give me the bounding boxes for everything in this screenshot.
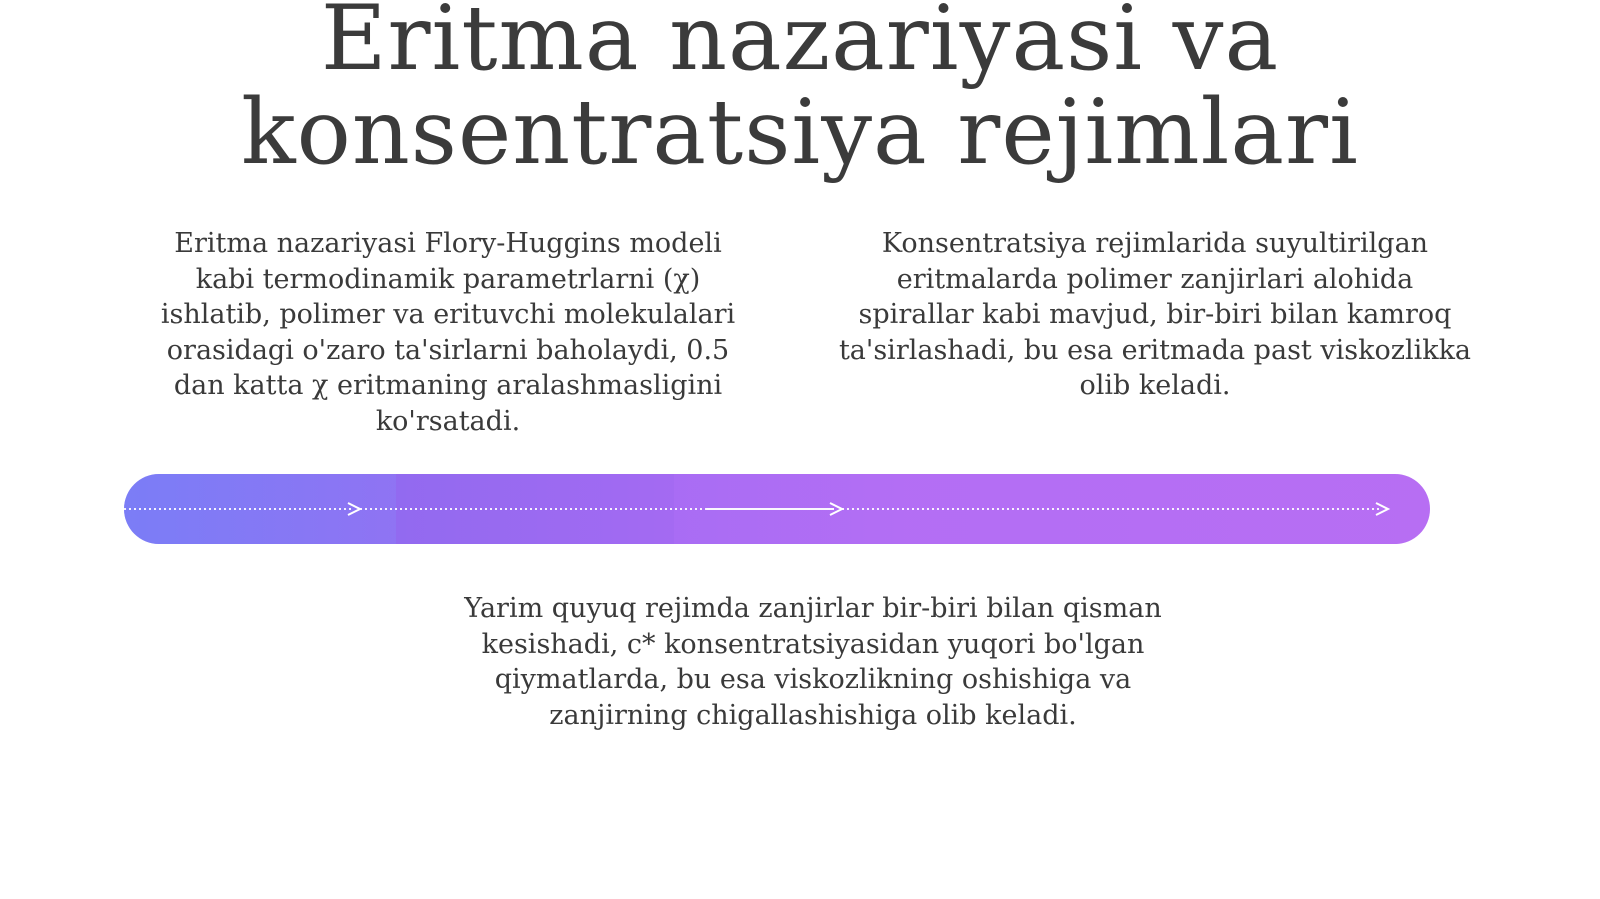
section-bottom-text: Yarim quyuq rejimda zanjirlar bir-biri bilan qisman kesishadi, c* konsentratsiyasidan yuqori bo'lgan qiymatlarda, bu esa viskozlikning oshishiga va zanjirning chigallashishiga olib keladi. [464, 593, 1162, 731]
section-left-text: Eritma nazariyasi Flory-Huggins modeli kabi termodinamik parametrlarni (χ) ishlatib, polimer va erituvchi molekulalari orasidagi o'zaro ta'sirlarni baholaydi, 0.5 dan katta χ eritmaning aralashmasligini ko'rsatadi. [160, 228, 736, 437]
page-title-line-2: konsentratsiya rejimlari [241, 80, 1359, 185]
timeline-arrows [124, 474, 1430, 544]
page-title-line-1: Eritma nazariyasi va [320, 0, 1280, 91]
timeline-bar [124, 474, 1430, 544]
page-title [0, 0, 1600, 185]
section-right-text: Konsentratsiya rejimlarida suyultirilgan eritmalarda polimer zanjirlari alohida spirallar kabi mavjud, bir-biri bilan kamroq ta'sirlashadi, bu esa eritmada past viskozlikka olib keladi. [838, 228, 1472, 401]
